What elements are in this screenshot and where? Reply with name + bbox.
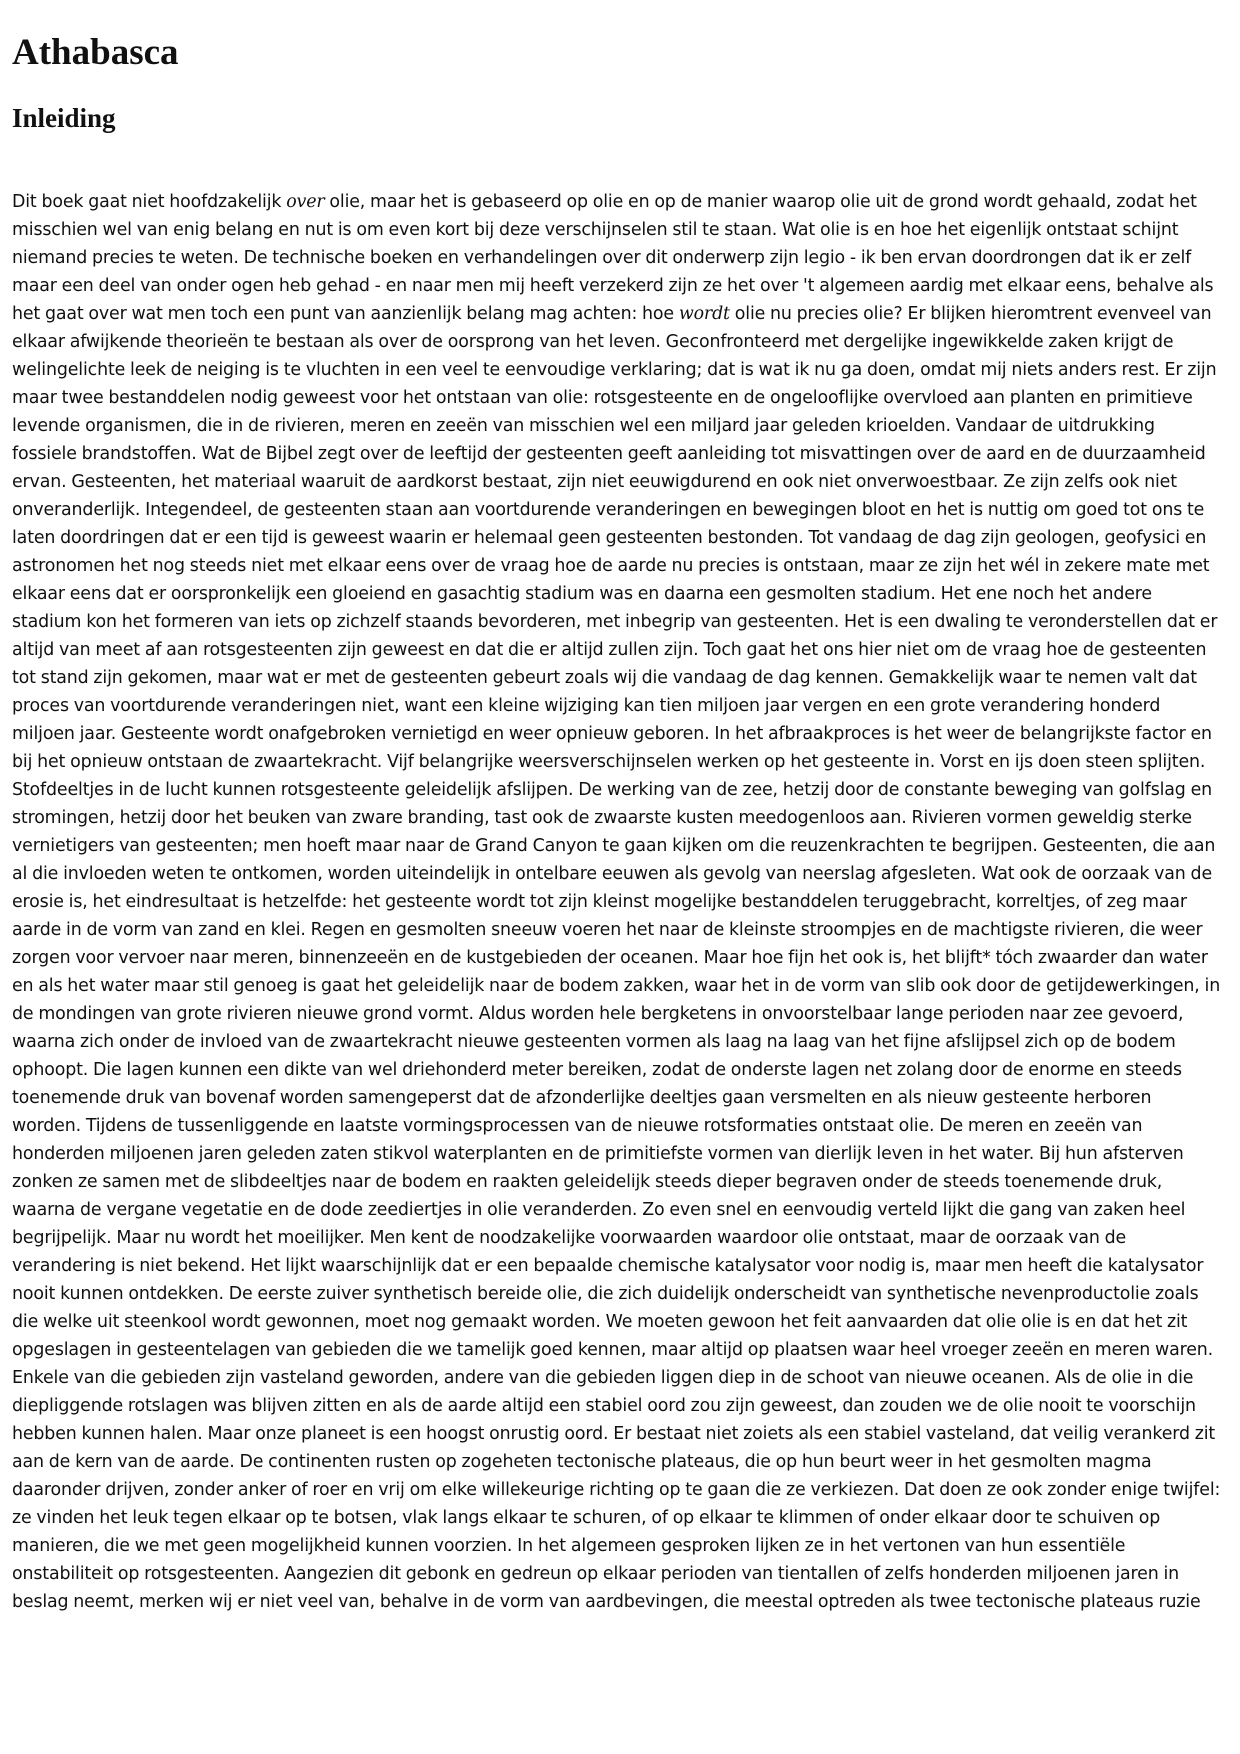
emphasis-wordt: wordt xyxy=(678,304,730,324)
body-paragraph xyxy=(12,188,1224,1616)
paragraph-text-middle: olie, maar het is gebaseerd op olie en op de manier waarop olie uit de grond wordt gehaald, zodat het misschien wel van enig belang en nut is om even kort bij deze verschijnselen stil te staan. Wat olie is en hoe het eigenlijk ontstaat schijnt niemand precies te weten. De technische boeken en verhandelingen over dit onderwerp zijn legio - ik ben ervan doordrongen dat ik er zelf maar een deel van onder ogen heb gehad - en naar men mij heeft verzekerd zijn ze het over 't algemeen aardig met elkaar eens, behalve als het gaat over wat men toch een punt van aanzienlijk belang mag achten: hoe xyxy=(12,192,1214,324)
paragraph-text-rest: olie nu precies olie? Er blijken hieromtrent evenveel van elkaar afwijkende theorieën te bestaan als over de oorsprong van het leven. Geconfronteerd met dergelijke ingewikkelde zaken krijgt de welingelichte leek de neiging is te vluchten in een veel te eenvoudige verklaring; dat is wat ik nu ga doen, omdat mij niets anders rest. Er zijn maar twee bestanddelen nodig geweest voor het ontstaan van olie: rotsgesteente en de ongelooflijke overvloed aan planten en primitieve levende organismen, die in de rivieren, meren en zeeën van misschien wel een miljard jaar geleden krioelden. Vandaar de uitdrukking fossiele brandstoffen. Wat de Bijbel zegt over de leeftijd der gesteenten geeft aanleiding tot misvattingen over de aard en de duurzaamheid ervan. Gesteenten, het materiaal waaruit de aardkorst bestaat, zijn niet eeuwigdurend en ook niet onverwoestbaar. Ze zijn zelfs ook niet onveranderlijk. Integendeel, de gesteenten staan aan voortdurende veranderingen en bewegingen bloot en het is nuttig om goed tot ons te laten doordringen dat er een tijd is geweest waarin er helemaal geen gesteenten bestonden. Tot vandaag de dag zijn geologen, geofysici en astronomen het nog steeds niet met elkaar eens over de vraag hoe de aarde nu precies is ontstaan, maar ze zijn het wél in zekere mate met elkaar eens dat er oorspronkelijk een gloeiend en gasachtig stadium was en daarna een gesmolten stadium. Het ene noch het andere stadium kon het formeren van iets op zichzelf staands bevorderen, met inbegrip van gesteenten. Het is een dwaling te veronderstellen dat er altijd van meet af aan rotsgesteenten zijn geweest en dat die er altijd zullen zijn. Toch gaat het ons hier niet om de vraag hoe de gesteenten tot stand zijn gekomen, maar wat er met de gesteenten gebeurt zoals wij die vandaag de dag kennen. Gemakkelijk waar te nemen valt dat proces van voortdurende veranderingen niet, want een kleine wijziging kan tien miljoen jaar vergen en een grote verandering honderd miljoen jaar. Gesteente wordt onafgebroken vernietigd en weer opnieuw geboren. In het afbraakproces is het weer de belangrijkste factor en bij het opnieuw ontstaan de zwaartekracht. Vijf belangrijke weersverschijnselen werken op het gesteente in. Vorst en ijs doen steen splijten. Stofdeeltjes in de lucht kunnen rotsgesteente geleidelijk afslijpen. De werking van de zee, hetzij door de constante beweging van golfslag en stromingen, hetzij door het beuken van zware branding, tast ook de zwaarste kusten meedogenloos aan. Rivieren vormen geweldig sterke vernietigers van gesteenten; men hoeft maar naar de Grand Canyon te gaan kijken om die reuzenkrachten te begrijpen. Gesteenten, die aan al die invloeden weten te ontkomen, worden uiteindelijk in ontelbare eeuwen als gevolg van neerslag afgesleten. Wat ook de oorzaak van de erosie is, het eindresultaat is hetzelfde: het gesteente wordt tot zijn kleinst mogelijke bestanddelen teruggebracht, korreltjes, of zeg maar aarde in de vorm van zand en klei. Regen en gesmolten sneeuw voeren het naar de kleinste stroompjes en de machtigste rivieren, die weer zorgen voor vervoer naar meren, binnenzeeën en de kustgebieden der oceanen. Maar hoe fijn het ook is, het blijft* tóch zwaarder dan water en als het water maar stil genoeg is gaat het geleidelijk naar de bodem zakken, waar het in de vorm van slib ook door de getijdewerkingen, in de mondingen van grote rivieren nieuwe grond vormt. Aldus worden hele bergketens in onvoorstelbaar lange perioden naar zee gevoerd, waarna zich onder de invloed van de zwaartekracht nieuwe gesteenten vormen als laag na laag van het fijne afslijpsel zich op de bodem ophoopt. Die lagen kunnen een dikte van wel driehonderd meter bereiken, zodat de onderste lagen net zolang door de enorme en steeds toenemende druk van bovenaf worden samengeperst dat de afzonderlijke deeltjes gaan versmelten en als nieuw gesteente herboren worden. Tijdens de tussenliggende en laatste vormingsprocessen van de nieuwe rotsformaties ontstaat olie. De meren en zeeën van honderden miljoenen jaren geleden zaten stikvol waterplanten en de primitiefste vormen van dierlijk leven in het water. Bij hun afsterven zonken ze samen met de slibdeeltjes naar de bodem en raakten geleidelijk steeds dieper begraven onder de steeds toenemende druk, waarna de vergane vegetatie en de dode zeediertjes in olie veranderden. Zo even snel en eenvoudig verteld lijkt die gang van zaken heel begrijpelijk. Maar nu wordt het moeilijker. Men kent de noodzakelijke voorwaarden waardoor olie ontstaat, maar de oorzaak van de verandering is niet bekend. Het lijkt waarschijnlijk dat er een bepaalde chemische katalysator voor nodig is, maar men heeft die katalysator nooit kunnen ontdekken. De eerste zuiver synthetisch bereide olie, die zich duidelijk onderscheidt van synthetische nevenproductolie zoals die welke uit steenkool wordt gewonnen, moet nog gemaakt worden. We moeten gewoon het feit aanvaarden dat olie olie is en dat het zit opgeslagen in gesteentelagen van gebieden die we tamelijk goed kennen, maar altijd op plaatsen waar heel vroeger zeeën en meren waren. Enkele van die gebieden zijn vasteland geworden, andere van die gebieden liggen diep in de schoot van nieuwe oceanen. Als de olie in die diepliggende rotslagen was blijven zitten en als de aarde altijd een stabiel oord zou zijn geweest, dan zouden we de olie nooit te voorschijn hebben kunnen halen. Maar onze planeet is een hoogst onrustig oord. Er bestaat niet zoiets als een stabiel vasteland, dat veilig verankerd zit aan de kern van de aarde. De continenten rusten op zogeheten tectonische plateaus, die op hun beurt weer in het gesmolten magma daaronder drijven, zonder anker of roer en vrij om elke willekeurige richting op te gaan die ze verkiezen. Dat doen ze ook zonder enige twijfel: ze vinden het leuk tegen elkaar op te botsen, vlak langs elkaar te schuren, of op elkaar te klimmen of onder elkaar door te schuiven op manieren, die we met geen mogelijkheid kunnen voorzien. In het algemeen gesproken lijken ze in het vertonen van hun essentiële onstabiliteit op rotsgesteenten. Aangezien dit gebonk en gedreun op elkaar perioden van tientallen of zelfs honderden miljoenen jaren in beslag neemt, merken wij er niet veel van, behalve in de vorm van aardbevingen, die meestal optreden als twee tectonische plateaus ruzie xyxy=(12,304,1221,1612)
emphasis-over: over xyxy=(286,192,325,212)
document-page xyxy=(12,0,1224,1616)
chapter-heading: Inleiding xyxy=(12,103,116,133)
book-title: Athabasca xyxy=(12,32,179,73)
paragraph-text-lead: Dit boek gaat niet hoofdzakelijk xyxy=(12,192,287,212)
